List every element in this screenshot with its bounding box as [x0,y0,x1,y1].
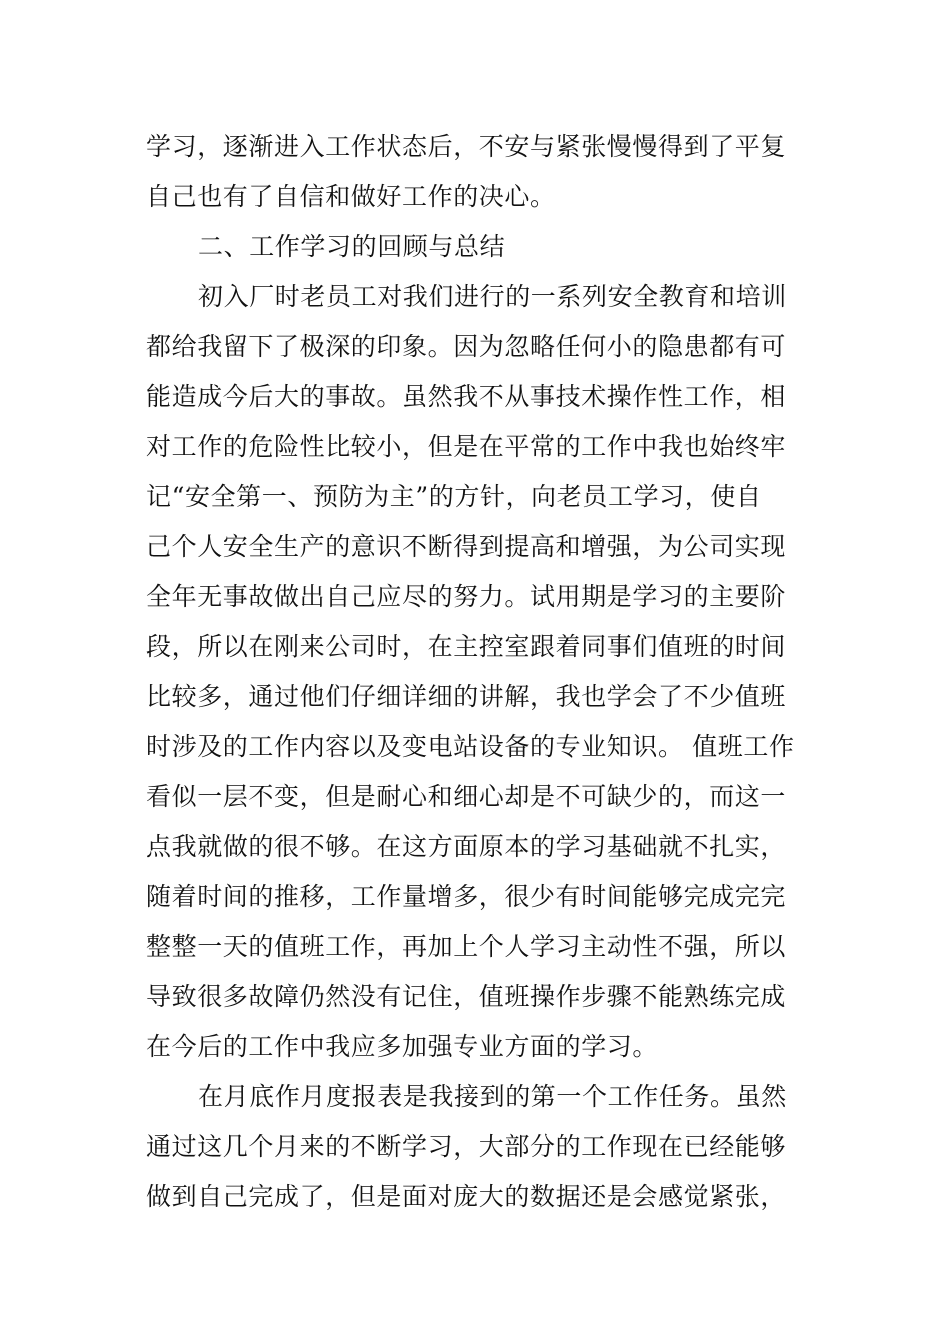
text-line: 做到自己完成了，但是面对庞大的数据还是会感觉紧张， [146,1182,787,1211]
text-line: 记“安全第一、预防为主”的方针，向老员工学习，使自 [146,482,762,511]
text-line: 己个人安全生产的意识不断得到提高和增强，为公司实现 [146,532,787,561]
text-line: 都给我留下了极深的印象。因为忽略任何小的隐患都有可 [146,332,787,361]
text-line: 全年无事故做出自己应尽的努力。试用期是学习的主要阶 [146,582,787,611]
text-line: 比较多，通过他们仔细详细的讲解，我也学会了不少值班 [146,682,787,711]
text-line: 随着时间的推移，工作量增多，很少有时间能够完成完完 [146,882,787,911]
text-line: 导致很多故障仍然没有记住，值班操作步骤不能熟练完成 [146,982,787,1011]
text-line: 自己也有了自信和做好工作的决心。 [146,182,556,211]
text-line: 对工作的危险性比较小，但是在平常的工作中我也始终牢 [146,432,787,461]
text-line: 在今后的工作中我应多加强专业方面的学习。 [146,1032,659,1061]
text-line: 点我就做的很不够。在这方面原本的学习基础就不扎实， [146,832,787,861]
text-line: 在月底作月度报表是我接到的第一个工作任务。虽然 [198,1082,787,1111]
text-line: 时涉及的工作内容以及变电站设备的专业知识。 值班工作 [146,732,795,761]
text-line: 学习，逐渐进入工作状态后，不安与紧张慢慢得到了平复 [146,132,787,161]
text-line: 初入厂时老员工对我们进行的一系列安全教育和培训 [198,282,787,311]
document-body [146,122,816,1222]
text-line: 通过这几个月来的不断学习，大部分的工作现在已经能够 [146,1132,787,1161]
text-line: 整整一天的值班工作，再加上个人学习主动性不强，所以 [146,932,787,961]
text-line: 看似一层不变，但是耐心和细心却是不可缺少的，而这一 [146,782,787,811]
text-line: 能造成今后大的事故。虽然我不从事技术操作性工作，相 [146,382,787,411]
section-heading: 二、工作学习的回顾与总结 [198,232,506,261]
text-line: 段，所以在刚来公司时，在主控室跟着同事们值班的时间 [146,632,787,661]
